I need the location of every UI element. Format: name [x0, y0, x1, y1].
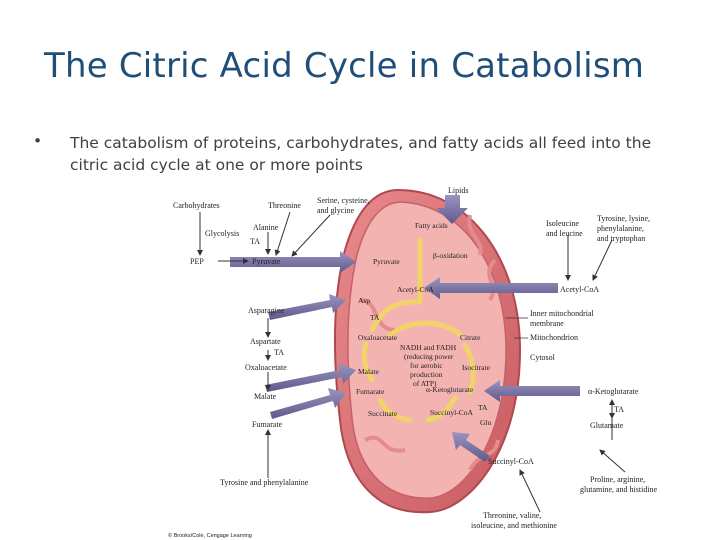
label-glycolysis: Glycolysis	[205, 229, 240, 238]
label-tyrosine-3: and tryptophan	[597, 234, 646, 243]
label-mito-ta-2: TA	[478, 403, 488, 412]
label-mito-ta: TA	[370, 313, 380, 322]
label-malate: Malate	[254, 392, 277, 401]
bullet-marker: •	[33, 132, 43, 150]
label-right-succinyl-coa: Succinyl-CoA	[488, 457, 534, 466]
label-ta-pyruvate: TA	[250, 237, 261, 246]
label-serine-2: and glycine	[317, 206, 355, 215]
label-mito-pyruvate: Pyruvate	[373, 257, 400, 266]
akg-arrow	[484, 380, 580, 402]
copyright-notice: © Brooks/Cole, Cengage Learning	[168, 533, 252, 539]
label-fumarate: Fumarate	[252, 420, 283, 429]
label-right-acetyl-coa: Acetyl-CoA	[560, 285, 600, 294]
label-inner-membrane-2: membrane	[530, 319, 564, 328]
label-isoleucine-2: and leucine	[546, 229, 583, 238]
label-glutamate: Glutamate	[590, 421, 624, 430]
label-nadh-5: of ATP)	[413, 379, 437, 388]
label-cytosol: Cytosol	[530, 353, 555, 362]
label-fatty-acids: Fatty acids	[415, 221, 448, 230]
label-glu: Glu	[480, 418, 492, 427]
label-nadh-3: for aerobic	[410, 361, 443, 370]
label-tyrosine-2: phenylalanine,	[597, 224, 644, 233]
label-carbohydrates: Carbohydrates	[173, 201, 220, 210]
label-mitochondrion: Mitochondrion	[530, 333, 578, 342]
label-pep: PEP	[190, 257, 204, 266]
label-ta-asp: TA	[274, 348, 285, 357]
label-mito-oxaloacetate: Oxaloacetate	[358, 333, 398, 342]
label-isocitrate: Isocitrate	[462, 363, 490, 372]
label-alanine: Alanine	[253, 223, 279, 232]
label-lipids: Lipids	[448, 186, 469, 195]
label-mito-malate: Malate	[358, 367, 379, 376]
label-mito-acetyl-coa: Acetyl-CoA	[397, 285, 434, 294]
label-right-akg: α-Ketoglutarate	[588, 387, 639, 396]
slide-title: The Citric Acid Cycle in Catabolism	[44, 46, 645, 86]
label-threonine-bottom-1: Threonine, valine,	[483, 511, 542, 520]
label-threonine: Threonine	[268, 201, 301, 210]
label-beta-oxidation: β-oxidation	[433, 251, 468, 260]
label-serine-1: Serine, cysteine,	[317, 196, 370, 205]
label-inner-membrane-1: Inner mitochondrial	[530, 309, 594, 318]
label-oxaloacetate: Oxaloacetate	[245, 363, 287, 372]
label-mito-akg: α-Ketoglutarate	[426, 385, 474, 394]
label-citrate: Citrate	[460, 333, 481, 342]
label-nadh-2: (reducing power	[404, 352, 454, 361]
label-asparagine: Asparagine	[248, 306, 285, 315]
label-mito-fumarate: Fumarate	[356, 387, 385, 396]
label-isoleucine-1: Isoleucine	[546, 219, 579, 228]
label-threonine-bottom-2: isoleucine, and methionine	[471, 521, 557, 530]
bullet-text: The catabolism of proteins, carbohydrates, and fatty acids all feed into the citric acid cycle at one or more points	[70, 134, 652, 174]
label-succinate: Succinate	[368, 409, 398, 418]
label-tyrosine-phenylalanine: Tyrosine and phenylalanine	[220, 478, 309, 487]
label-right-ta: TA	[614, 405, 625, 414]
label-pyruvate: Pyruvate	[252, 257, 281, 266]
label-nadh-1: NADH and FADH	[400, 343, 457, 352]
fumarate-arrow	[270, 388, 346, 419]
label-proline-1: Proline, arginine,	[590, 475, 646, 484]
label-asp: Asp	[358, 296, 371, 305]
label-nadh-4: production	[410, 370, 443, 379]
label-aspartate: Aspartate	[250, 337, 281, 346]
label-tyrosine-1: Tyrosine, lysine,	[597, 214, 650, 223]
label-proline-2: glutamine, and histidine	[580, 485, 658, 494]
label-succinyl-coa: Succinyl-CoA	[430, 408, 473, 417]
